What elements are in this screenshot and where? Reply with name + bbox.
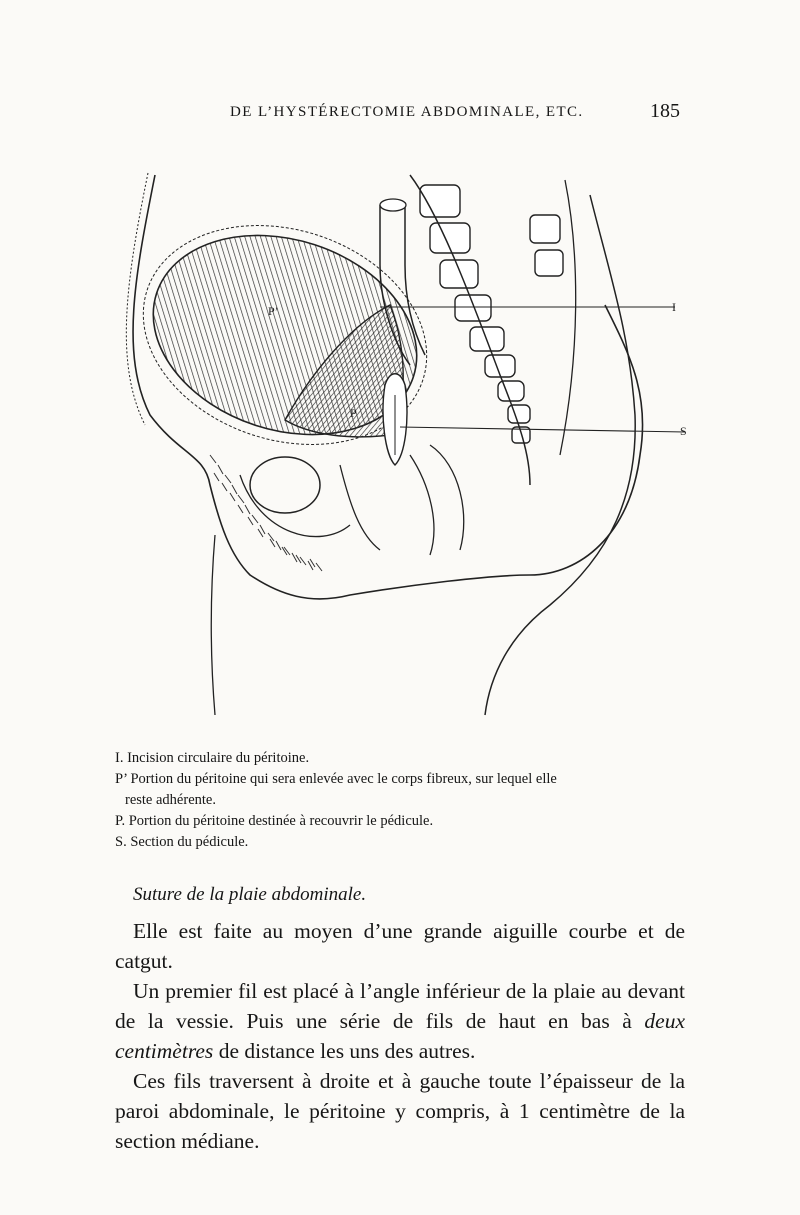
emphasis-text: deux centimètres: [115, 1009, 685, 1063]
caption-line: I. Incision circulaire du péritoine.: [115, 750, 310, 766]
caption-line: reste adhérente.: [125, 792, 216, 808]
caption-line: P. Portion du péritoine destinée à recouvrir le pédicule.: [115, 813, 434, 829]
label-s: S: [680, 424, 687, 438]
pelvis-section-illustration: [110, 155, 700, 740]
label-i: I: [672, 300, 676, 314]
anatomical-figure: [110, 155, 700, 740]
bladder: [250, 457, 320, 513]
running-head: [140, 100, 690, 130]
paragraph: Elle est faite au moyen d’une grande aiguille courbe et de catgut.: [115, 919, 685, 973]
paragraph-text: Un premier fil est placé à l’angle inférieur de la plaie au devant de la vessie. Puis une série de fils de haut en bas à: [115, 979, 685, 1033]
section-title: Suture de la plaie abdominale.: [133, 884, 367, 905]
paragraph-text: de distance les uns des autres.: [213, 1039, 476, 1063]
label-p: P: [350, 406, 357, 420]
label-p-prime: P’: [268, 304, 279, 318]
figure-captions: [115, 748, 695, 853]
spine-sacrum: [420, 185, 563, 443]
hair-texture: [210, 455, 322, 571]
running-title: DE L’HYSTÉRECTOMIE ABDOMINALE, ETC.: [230, 104, 584, 120]
caption-line: P’ Portion du péritoine qui sera enlevée avec le corps fibreux, sur lequel elle: [115, 771, 557, 787]
body-text: [115, 880, 685, 1156]
caption-line: S. Section du pédicule.: [115, 834, 249, 850]
paragraph: [115, 976, 685, 1066]
paragraph: Ces fils traversent à droite et à gauche toute l’épaisseur de la paroi abdominale, le péritoine y compris, à 1 centimètre de la section médiane.: [115, 1069, 685, 1153]
page-number: 185: [650, 100, 680, 122]
